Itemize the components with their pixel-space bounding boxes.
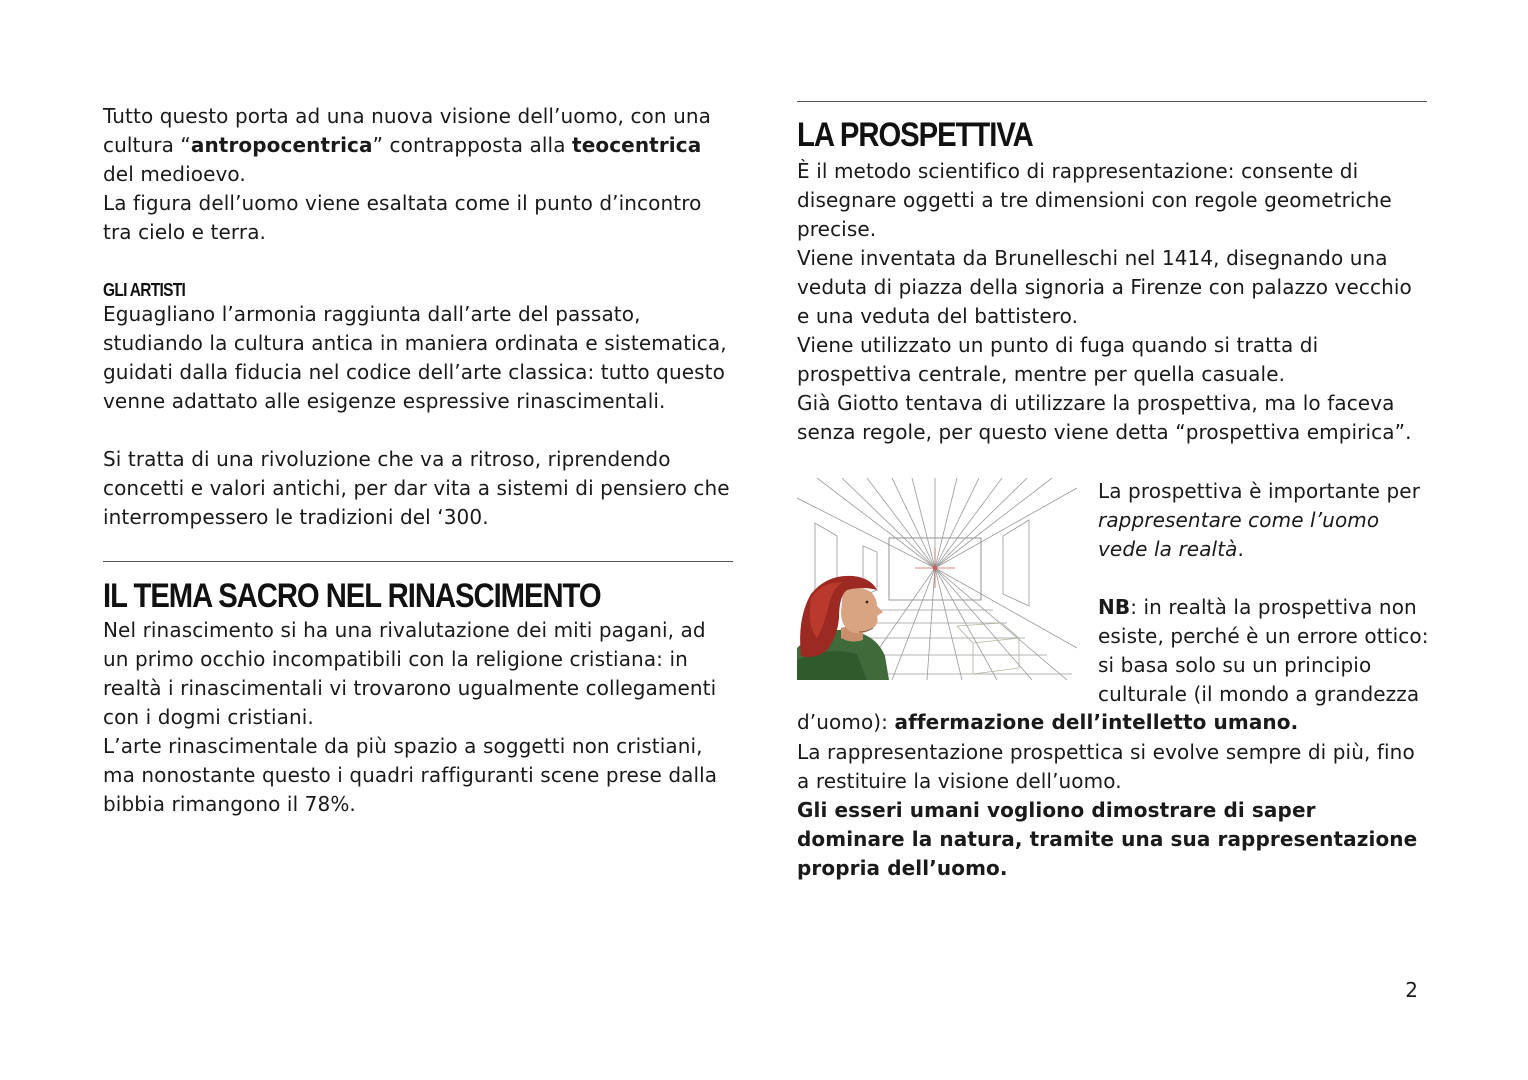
side-paragraph-1: La prospettiva è importante per rappresentare come l’uomo vede la realtà. — [1098, 479, 1421, 561]
artisti-paragraph-2: Si tratta di una rivoluzione che va a ritroso, riprendendo concetti e valori antichi, per dar vita a sistemi di pensiero che interrompessero le tradizioni del ‘300. — [103, 447, 730, 529]
intro-text-1: Tutto questo porta ad una nuova visione dell’uomo, con una cultura “ — [103, 104, 712, 157]
continuation-paragraph: d’uomo): affermazione dell’intelletto umano. — [797, 710, 1299, 734]
tema-sacro-heading: IL TEMA SACRO NEL RINASCIMENTO — [103, 577, 601, 615]
intro-text-2: ” contrapposta alla — [372, 133, 573, 157]
intro-bold-antropocentrica: antropocentrica — [190, 133, 373, 157]
perspective-figure — [797, 478, 1077, 680]
divider — [797, 101, 1427, 102]
gli-artisti-heading: GLI ARTISTI — [103, 280, 186, 300]
prospettiva-paragraph-5: La rappresentazione prospettica si evolve sempre di più, fino a restituire la visione dell’uomo. — [797, 740, 1415, 793]
prospettiva-heading: LA PROSPETTIVA — [797, 116, 1033, 154]
portrait-illustration — [797, 576, 889, 680]
artisti-paragraph-1: Eguagliano l’armonia raggiunta dall’arte del passato, studiando la cultura antica in maniera ordinata e sistematica, guidati dalla fiducia nel codice dell’arte classica: tutto questo venne adattato alle esigenze espressive rinascimentali. — [103, 302, 727, 413]
figure-side-text — [1098, 477, 1432, 709]
divider — [103, 561, 733, 562]
prospettiva-paragraph-4: Già Giotto tentava di utilizzare la prospettiva, ma lo faceva senza regole, per questo viene detta “prospettiva empirica”. — [797, 391, 1412, 444]
tema-paragraph-1: Nel rinascimento si ha una rivalutazione dei miti pagani, ad un primo occhio incompatibili con la religione cristiana: in realtà i rinascimentali vi trovarono ugualmente collegamenti con i dogmi cristiani. — [103, 618, 717, 729]
prospettiva-paragraph-3: Viene utilizzato un punto di fuga quando si tratta di prospettiva centrale, mentre per quella casuale. — [797, 333, 1319, 386]
prospettiva-paragraph-2: Viene inventata da Brunelleschi nel 1414, disegnando una veduta di piazza della signoria a Firenze con palazzo vecchio e una veduta del battistero. — [797, 246, 1412, 328]
prospettiva-paragraph-6: Gli esseri umani vogliono dimostrare di saper dominare la natura, tramite una sua rappresentazione propria dell’uomo. — [797, 798, 1418, 880]
side-paragraph-nb: NB: in realtà la prospettiva non esiste, perché è un errore ottico: si basa solo su un principio culturale (il mondo a grandezza — [1098, 595, 1429, 706]
intro-bold-teocentrica: teocentrica — [572, 133, 702, 157]
intro-paragraph-2: La figura dell’uomo viene esaltata come il punto d’incontro tra cielo e terra. — [103, 191, 702, 244]
intro-text-3: del medioevo. — [103, 162, 246, 186]
prospettiva-paragraph-1: È il metodo scientifico di rappresentazione: consente di disegnare oggetti a tre dimensioni con regole geometriche precise. — [797, 159, 1392, 241]
tema-paragraph-2: L’arte rinascimentale da più spazio a soggetti non cristiani, ma nonostante questo i quadri raffiguranti scene prese dalla bibbia rimangono il 78%. — [103, 734, 718, 816]
intro-paragraph — [103, 102, 733, 189]
page-number: 2 — [1405, 978, 1418, 1002]
